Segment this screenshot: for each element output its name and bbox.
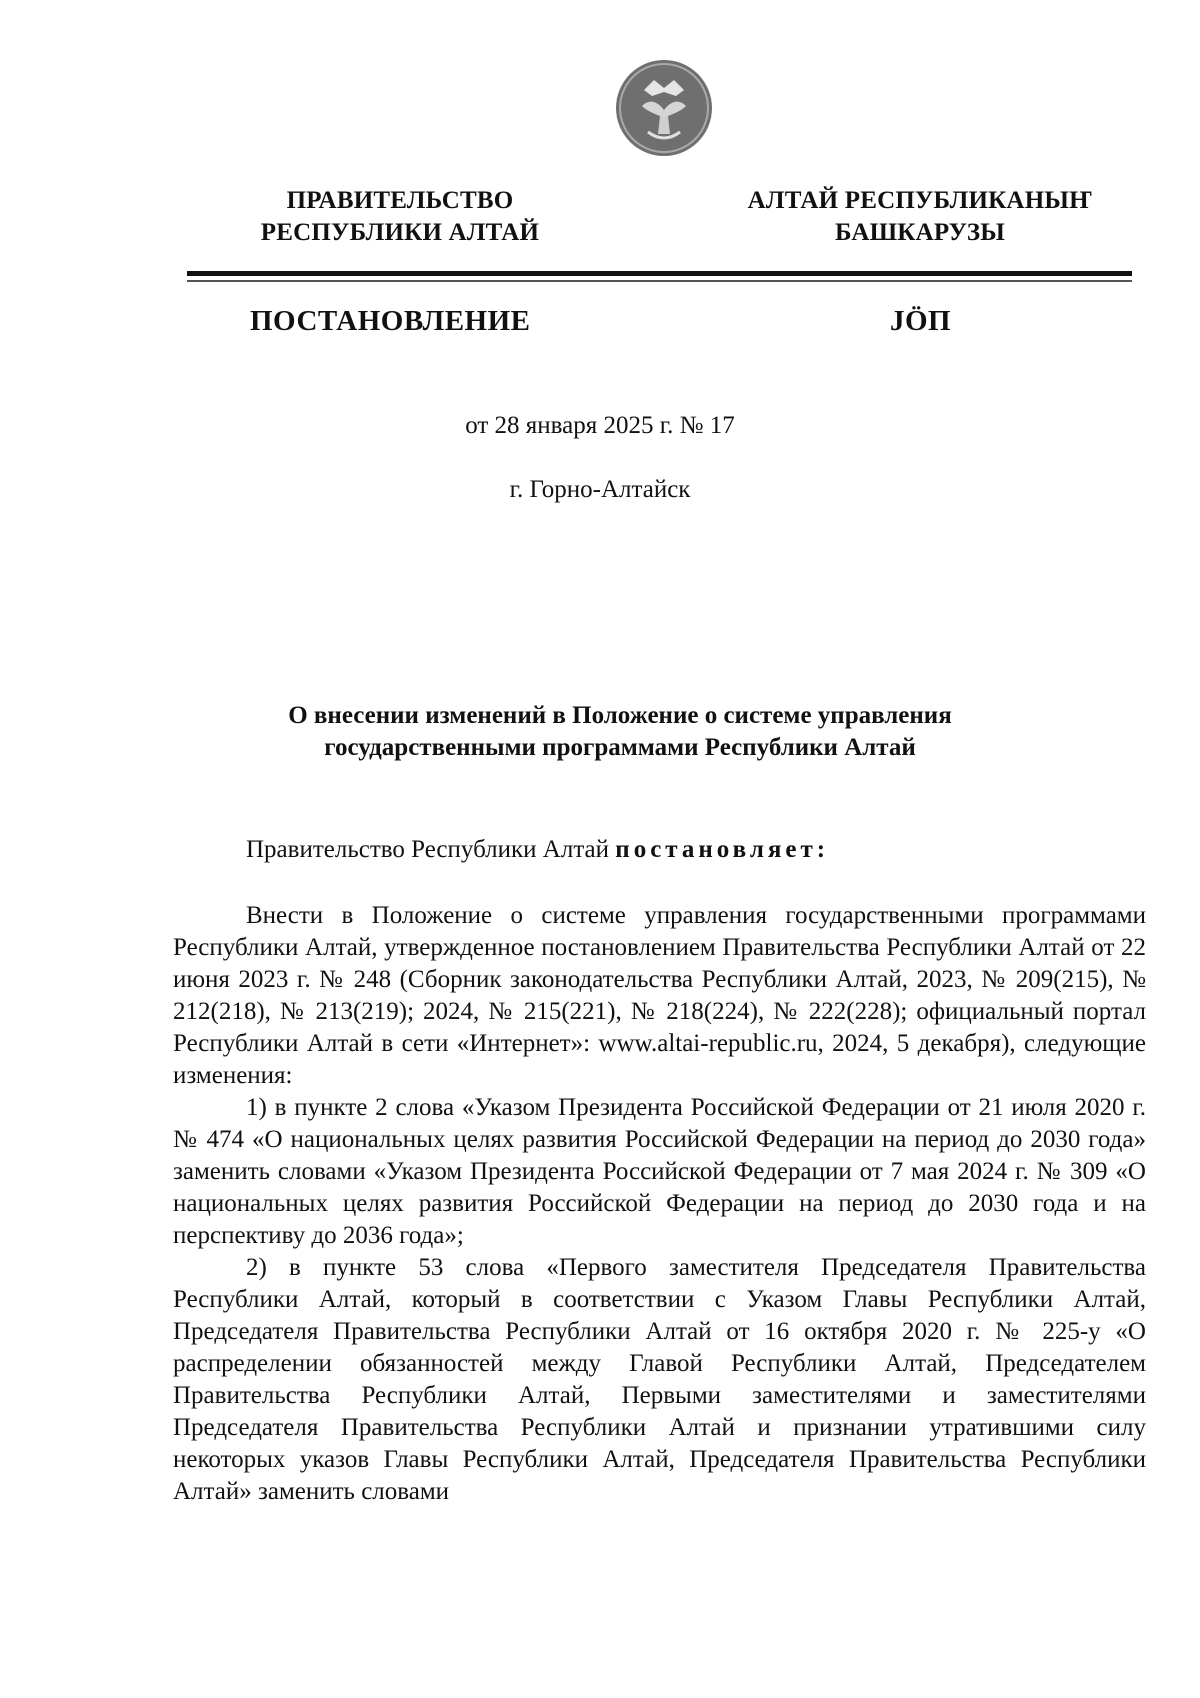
decree-city: г. Горно-Алтайск [509,476,691,503]
preamble [246,836,829,864]
header-left-line1: ПРАВИТЕЛЬСТВО [286,187,514,214]
decree-label-alt: JӦП [890,305,952,337]
title-line1: О внесении изменений в Положение о системе управления [288,702,952,729]
header-divider-thin [187,280,1132,282]
header-right-line2: БАШКАРУЗЫ [834,219,1006,246]
body-paragraph-1: Внести в Положение о системе управления государственными программами Республики Алтай, утвержденное постановлением Правительства Республики Алтай от 22 июня 2023 г. № 248 (Сборник законодательства Республики Алтай, 2023, № 209(215), № 212(218), № 213(219); 2024, № 215(221), № 218(224), № 222(228); официальный портал Республики Алтай в сети «Интернет»: www.altai-republic.ru, 2024, 5 декабря), следующие изменения: [173,902,1146,1089]
altai-republic-emblem-icon [614,58,714,158]
header-left-title [190,185,610,249]
body-paragraph-3: 2) в пункте 53 слова «Первого заместителя Председателя Правительства Республики Алтай, который в соответствии с Указом Главы Республики Алтай, Председателя Правительства Республики Алтай от 16 октября 2020 г. № 225-у «О распределении обязанностей между Главой Республики Алтай, Председателем Правительства Республики Алтай, Первыми заместителями и заместителями Председателя Правительства Республики Алтай и признании утратившими силу некоторых указов Главы Республики Алтай, Председателя Правительства Республики Алтай» заменить словами [173,1254,1146,1505]
preamble-text: Правительство Республики Алтай [246,836,616,863]
document-body [173,900,1146,1508]
header-right-line1: АЛТАЙ РЕСПУБЛИКАНЫҤ [747,187,1093,214]
preamble-emphasis: постановляет: [615,836,830,863]
header-right-title [680,185,1160,249]
title-line2: государственными программами Республики Алтай [324,734,916,761]
header-left-line2: РЕСПУБЛИКИ АЛТАЙ [260,219,540,246]
decree-label-ru: ПОСТАНОВЛЕНИЕ [250,305,531,337]
header-divider-thick [187,271,1132,276]
document-title [230,700,1010,764]
body-paragraph-2: 1) в пункте 2 слова «Указом Президента Российской Федерации от 21 июля 2020 г. № 474 «О национальных целях развития Российской Федерации на период до 2030 года» заменить словами «Указом Президента Российской Федерации от 7 мая 2024 г. № 309 «О национальных целях развития Российской Федерации на период до 2030 года и на перспективу до 2036 года»; [173,1094,1146,1249]
decree-date-number: от 28 января 2025 г. № 17 [465,412,735,439]
